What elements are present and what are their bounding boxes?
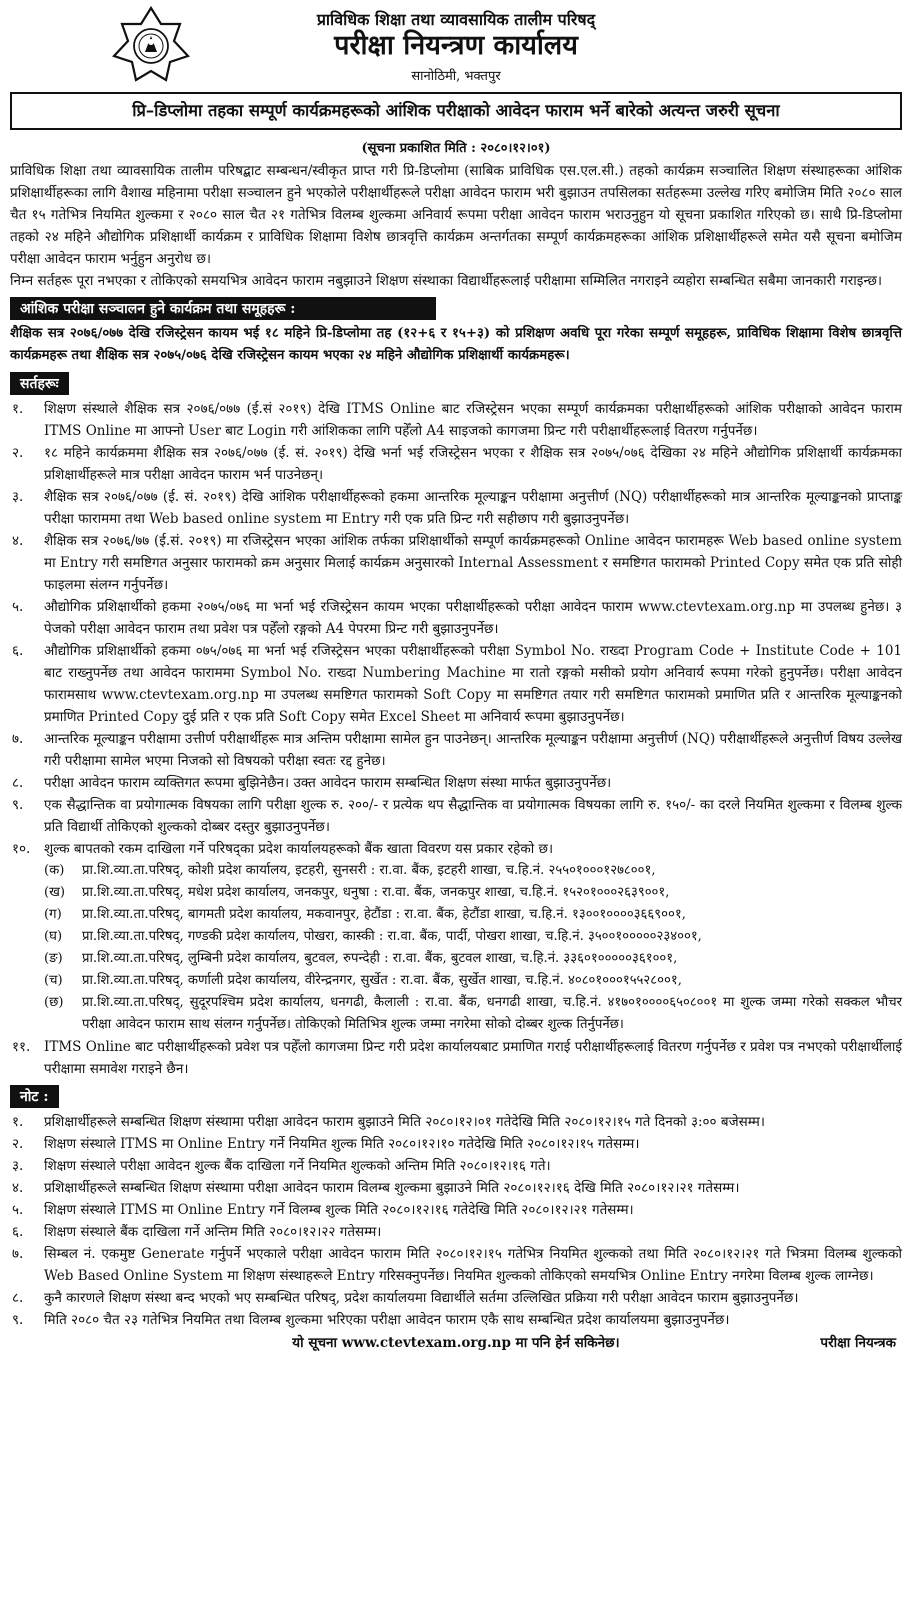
item-text: शिक्षण संस्थाले परीक्षा आवेदन शुल्क बैंक दाखिला गर्ने नियमित शुल्कको अन्तिम मिति २०८०।१२।१६ गते। [44,1158,551,1174]
bank-text: प्रा.शि.व्या.ता.परिषद्, मधेश प्रदेश कार्यालय, जनकपुर, धनुषा : रा.वा. बैंक, जनकपुर शाखा, च.हि.नं. १५२०१०००२६३९००१, [82,885,670,900]
bank-text: प्रा.शि.व्या.ता.परिषद्, लुम्बिनी प्रदेश कार्यालय, बुटवल, रुपन्देही : रा.वा. बैंक, बुटवल शाखा, च.हि.नं. ३३६०१०००००३६१००१, [82,951,678,966]
item-text: शैक्षिक सत्र २०७६/७७ (ई.सं. २०१९) मा रजिस्ट्रेसन भएका आंशिक तर्फका प्रशिक्षार्थीको सम्पूर्ण कार्यक्रमहरूको Online आवेदन फारामहरू Web based online system मा Entry गरी समष्टिगत अनुसार फारामको क्रम अनुसार मिलाई कार्यक्रम अनुसारको Internal Assessment र समष्टिगत फारामको Printed Copy समेत एक प्रति सोही फाइलमा संलग्न गर्नुपर्नेछ। [44,533,902,593]
bank-label: (ख) [44,885,66,900]
intro-paragraph: निम्न सर्तहरू पूरा नभएका र तोकिएको समयभित्र आवेदन फाराम नबुझाउने शिक्षण संस्थाका विद्यार्थीहरूलाई परीक्षामा सम्मिलित नगराइने व्यहोरा सम्बन्धित सबैमा जानकारी गराइन्छ। [10,273,883,289]
notes-heading: नोट : [10,1085,59,1108]
bank-text: प्रा.शि.व्या.ता.परिषद्, सुदूरपश्चिम प्रदेश कार्यालय, धनगढी, कैलाली : रा.वा. बैंक, धनगढी शाखा, च.हि.नं. ४१७०१००००६५०८००१ मा शुल्क जम्मा गरेको सक्कल भौचर परीक्षा आवेदन फाराम साथ संलग्न गर्नुपर्नेछ। तोकिएको मितिभित्र शुल्क जम्मा नगरेमा सोको दोब्बर शुल्क तिर्नुपर्नेछ। [82,995,902,1032]
item-number: ३. [12,489,24,505]
item-text: शैक्षिक सत्र २०७६/०७७ (ई. सं. २०१९) देखि आंशिक परीक्षार्थीहरूको हकमा आन्तरिक मूल्याङ्कन परीक्षामा अनुत्तीर्ण (NQ) परीक्षार्थीहरूको मात्र आन्तरिक मूल्याङ्कनको प्राप्ताङ्क परीक्षा फाराममा तथा Web based online system मा Entry गरी एक प्रति प्रिन्ट गरी सहीछाप गरी बुझाउनुपर्नेछ। [44,489,902,527]
item-text: शिक्षण संस्थाले ITMS मा Online Entry गर्ने विलम्ब शुल्क मिति २०८०।१२।१६ गतेदेखि मिति २०८०।१२।२१ गतेसम्म। [44,1202,634,1218]
list-item [10,728,902,772]
item-number: ४. [12,1180,24,1196]
item-text: शिक्षण संस्थाले बैंक दाखिला गर्ने अन्तिम मिति २०८०।१२।२२ गतेसम्म। [44,1224,382,1240]
item-number: ७. [12,1246,24,1262]
office-location: सानोठिमी, भक्तपुर [411,69,501,84]
list-item [10,530,902,596]
list-item [10,1199,902,1221]
list-item [10,442,902,486]
item-number: ५. [12,599,24,615]
bank-accounts-list [44,860,902,1036]
item-text: एक सैद्धान्तिक वा प्रयोगात्मक विषयका लागि परीक्षा शुल्क रु. २००/- र प्रत्येक थप सैद्धान्तिक वा प्रयोगात्मक विषयका लागि रु. १५०/- का दरले नियमित शुल्कमा र विलम्ब शुल्क प्रति विद्यार्थी तोकिएको शुल्कको दोब्बर दस्तुर बुझाउनुपर्नेछ। [44,797,902,835]
item-text: परीक्षा आवेदन फाराम व्यक्तिगत रूपमा बुझिनेछैन। उक्त आवेदन फाराम सम्बन्धित शिक्षण संस्था मार्फत बुझाउनुपर्नेछ। [44,775,612,791]
bank-label: (च) [44,973,63,988]
item-number: ७. [12,731,24,747]
bank-text: प्रा.शि.व्या.ता.परिषद्, कर्णाली प्रदेश कार्यालय, वीरेन्द्रनगर, सुर्खेत : रा.वा. बैंक, सुर्खेत शाखा, च.हि.नं. ४०८०१०००१५५२८००१, [82,973,682,988]
bank-account [44,882,902,904]
notice-title: प्रि–डिप्लोमा तहका सम्पूर्ण कार्यक्रमहरूको आंशिक परीक्षाको आवेदन फाराम भर्ने बारेको अत्यन्त जरुरी सूचना [10,92,902,130]
bank-account [44,904,902,926]
notice-page [10,6,902,1355]
list-item [10,1133,902,1155]
list-item [10,794,902,838]
list-item [10,640,902,728]
letterhead [10,6,902,86]
item-text: सिम्बल नं. एकमुष्ट Generate गर्नुपर्ने भएकाले परीक्षा आवेदन फाराम मिति २०८०।१२।१५ गतेभित्र नियमित शुल्कको तथा मिति २०८०।१२।२१ गते भित्रमा विलम्ब शुल्कको Web Based Online System मा शिक्षण संस्थाहरूले Entry गरिसक्नुपर्नेछ। नियमित शुल्कको तोकिएको समयभित्र Online Entry नगरेमा विलम्ब शुल्क लाग्नेछ। [44,1246,902,1284]
item-number: ४. [12,533,24,549]
bank-label: (क) [44,863,65,878]
item-number: ९. [12,797,24,813]
item-number: ११. [12,1039,31,1055]
item-text: औद्योगिक प्रशिक्षार्थीको हकमा २०७५/०७६ मा भर्ना भई रजिस्ट्रेसन कायम भएका परीक्षार्थीहरूको परीक्षा आवेदन फाराम www.ctevtexam.org.np मा उपलब्ध हुनेछ। ३ पेजको परीक्षा आवेदन फाराम तथा प्रवेश पत्र पहेँलो रङ्गको A4 पेपरमा प्रिन्ट गरी बुझाउनुपर्नेछ। [44,599,902,637]
list-item [10,838,902,1036]
list-item [10,398,902,442]
bank-text: प्रा.शि.व्या.ता.परिषद्, कोशी प्रदेश कार्यालय, इटहरी, सुनसरी : रा.वा. बैंक, इटहरी शाखा, च.हि.नं. २५५०१०००१२७८००१, [82,863,656,878]
item-text: कुनै कारणले शिक्षण संस्था बन्द भएको भए सम्बन्धित परिषद्, प्रदेश कार्यालयमा विद्यार्थीले सर्तमा उल्लिखित प्रक्रिया गरी परीक्षा आवेदन फाराम बुझाउनुपर्नेछ। [44,1290,799,1306]
programs-heading: आंशिक परीक्षा सञ्चालन हुने कार्यक्रम तथा समूहहरू : [10,297,436,320]
bank-account [44,948,902,970]
list-item [10,1221,902,1243]
item-text: शिक्षण संस्थाले ITMS मा Online Entry गर्ने नियमित शुल्क मिति २०८०।१२।१० गतेदेखि मिति २०८०।१२।१५ गतेसम्म। [44,1136,640,1152]
conditions-list [10,398,902,1080]
programs-text: शैक्षिक सत्र २०७६/०७७ देखि रजिस्ट्रेसन कायम भई १८ महिने प्रि-डिप्लोमा तह (१२+६ र १५+३) को प्रशिक्षण अवधि पूरा गरेका सम्पूर्ण समूहहरू, प्राविधिक शिक्षामा विशेष छात्रवृत्ति कार्यक्रमहरू तथा शैक्षिक सत्र २०७५/०७६ देखि रजिस्ट्रेसन कायम भएका २४ महिने औद्योगिक प्रशिक्षार्थी कार्यक्रमहरू। [10,326,902,363]
item-number: २. [12,445,24,461]
list-item [10,772,902,794]
bank-text: प्रा.शि.व्या.ता.परिषद्, गण्डकी प्रदेश कार्यालय, पोखरा, कास्की : रा.वा. बैंक, पार्दी, पोखरा शाखा, च.हि.नं. ३५००१०००००२३४००१, [82,929,702,944]
item-number: १. [12,1114,24,1130]
item-text: प्रशिक्षार्थीहरूले सम्बन्धित शिक्षण संस्थामा परीक्षा आवेदन फाराम बुझाउने मिति २०८०।१२।०१ गतेदेखि मिति २०८०।१२।१५ गते दिनको ३:०० बजेसम्म। [44,1114,765,1130]
council-name: प्राविधिक शिक्षा तथा व्यावसायिक तालीम परिषद् [316,10,596,29]
item-number: १०. [12,841,31,857]
list-item [10,1243,902,1287]
list-item [10,596,902,640]
signature-title: परीक्षा नियन्त्रक [820,1335,896,1351]
item-text: मिति २०८० चैत २३ गतेभित्र नियमित तथा विलम्ब शुल्कमा भरिएका परीक्षा आवेदन फाराम एकै साथ सम्बन्धित प्रदेश कार्यालयमा बुझाउनुपर्नेछ। [44,1312,730,1328]
website-note: यो सूचना www.ctevtexam.org.np मा पनि हेर्न सकिनेछ। [292,1335,620,1351]
item-text: शुल्क बापतको रकम दाखिला गर्ने परिषद्का प्रदेश कार्यालयहरूको बैंक खाता विवरण यस प्रकार रहेको छ। [44,841,554,857]
item-number: ६. [12,1224,24,1240]
bank-label: (छ) [44,995,64,1010]
item-number: ९. [12,1312,24,1328]
list-item [10,1287,902,1309]
bank-text: प्रा.शि.व्या.ता.परिषद्, बागमती प्रदेश कार्यालय, मकवानपुर, हेटौंडा : रा.वा. बैंक, हेटौंडा शाखा, च.हि.नं. १३००१००००३६६९००१, [82,907,686,922]
item-text: आन्तरिक मूल्याङ्कन परीक्षामा उत्तीर्ण परीक्षार्थीहरू मात्र अन्तिम परीक्षामा सामेल हुन पाउनेछन्। आन्तरिक मूल्याङ्कन परीक्षामा अनुत्तीर्ण (NQ) परीक्षार्थीहरूले अनुत्तीर्ण विषय उल्लेख गरी परीक्षामा सामेल भएमा निजको सो विषयको परीक्षा स्वतः रद्द हुनेछ। [44,731,902,769]
bank-account [44,970,902,992]
item-number: ५. [12,1202,24,1218]
item-number: १. [12,401,24,417]
notes-list [10,1111,902,1331]
office-name: परीक्षा नियन्त्रण कार्यालय [334,30,578,61]
list-item [10,1036,902,1080]
item-number: ८. [12,775,24,791]
bank-account [44,860,902,882]
intro-paragraph: प्राविधिक शिक्षा तथा व्यावसायिक तालीम परिषद्बाट सम्बन्धन/स्वीकृत प्राप्त गरी प्रि-डिप्लोमा (साबिक प्राविधिक एस.एल.सी.) तहको कार्यक्रम सञ्चालित शिक्षण संस्थाहरूका आंशिक प्रशिक्षार्थीहरूका लागि वैशाख महिनामा परीक्षा सञ्चालन हुने भएकोले परीक्षार्थीहरूले परीक्षा आवेदन फाराम भरी बुझाउन तपसिलका सर्तहरूमा उल्लेख गरिए बमोजिम मिति २०८० साल चैत १५ गतेभित्र नियमित शुल्कमा र २०८० साल चैत २१ गतेभित्र विलम्ब शुल्कमा अनिवार्य रूपमा परीक्षा आवेदन फाराम भराउनुहुन यो सूचना प्रकाशित गरिएको छ। साथै प्रि-डिप्लोमा तहको २४ महिने औद्योगिक प्रशिक्षार्थी कार्यक्रम र प्राविधिक शिक्षामा विशेष छात्रवृत्ति कार्यक्रम अन्तर्गतका सम्पूर्ण कार्यक्रमहरूका आंशिक प्रशिक्षार्थीहरूले समेत यसै सूचना बमोजिम परीक्षा आवेदन फाराम भर्नुहुन अनुरोध छ। [10,163,902,267]
footer [10,1331,902,1355]
bank-account [44,926,902,948]
bank-label: (ग) [44,907,62,922]
conditions-heading: सर्तहरूः [10,372,69,395]
item-text: ITMS Online बाट परीक्षार्थीहरूको प्रवेश पत्र पहेँलो कागजमा प्रिन्ट गरी प्रदेश कार्यालयबाट प्रमाणित गराई परीक्षार्थीहरूलाई वितरण गर्नुपर्नेछ र प्रवेश पत्र नभएको परीक्षार्थीलाई परीक्षामा समावेश गराइने छैन। [44,1039,902,1077]
bank-label: (ङ) [44,951,63,966]
list-item [10,1155,902,1177]
list-item [10,1309,902,1331]
item-text: १८ महिने कार्यक्रममा शैक्षिक सत्र २०७६/०७७ (ई. सं. २०१९) देखि भर्ना भई रजिस्ट्रेसन भएका र शैक्षिक सत्र २०७५/०७६ देखिका २४ महिने औद्योगिक प्रशिक्षार्थी कार्यक्रमका प्रशिक्षार्थीहरूले मात्र परीक्षा आवेदन फाराम भर्न पाउनेछन्। [44,445,902,483]
list-item [10,486,902,530]
item-number: ६. [12,643,24,659]
item-number: ३. [12,1158,24,1174]
item-text: औद्योगिक प्रशिक्षार्थीको हकमा ०७५/०७६ मा भर्ना भई रजिस्ट्रेसन भएका परीक्षार्थीहरूको परीक्षा Symbol No. राख्दा Program Code + Institute Code + 101 बाट राख्नुपर्नेछ तथा आवेदन फाराममा Symbol No. राख्दा Numbering Machine मा रातो रङ्गको मसीको प्रयोग अनिवार्य रूपमा गरेको हुनुपर्नेछ। परीक्षा आवेदन फारामसाथ www.ctevtexam.org.np मा उपलब्ध समष्टिगत फारामको Soft Copy मा समष्टिगत तयार गरी समष्टिगत फारामको प्रमाणित प्रति र आन्तरिक मूल्याङ्कनको प्रमाणित Printed Copy दुई प्रति र एक प्रति Soft Copy समेत Excel Sheet मा अनिवार्य रूपमा बुझाउनुपर्नेछ। [44,643,902,725]
item-text: प्रशिक्षार्थीहरूले सम्बन्धित शिक्षण संस्थामा परीक्षा आवेदन फाराम विलम्ब शुल्कमा बुझाउने मिति २०८०।१२।१६ देखि मिति २०८०।१२।२१ गतेसम्म। [44,1180,740,1196]
item-number: २. [12,1136,24,1152]
item-text: शिक्षण संस्थाले शैक्षिक सत्र २०७६/०७७ (ई.सं २०१९) देखि ITMS Online बाट रजिस्ट्रेसन भएका सम्पूर्ण कार्यक्रमका परीक्षार्थीहरूको आंशिक परीक्षाको आवेदन फाराम ITMS Online मा आफ्नो User बाट Login गरी आंशिकका लागि पहेँलो A4 साइजको कागजमा प्रिन्ट गरी परीक्षार्थीहरूलाई वितरण गर्नुपर्नेछ। [44,401,902,439]
published-date: (सूचना प्रकाशित मिति : २०८०।१२।०१) [361,141,551,156]
bank-label: (घ) [44,929,63,944]
bank-account [44,992,902,1036]
list-item [10,1177,902,1199]
list-item [10,1111,902,1133]
item-number: ८. [12,1290,24,1306]
